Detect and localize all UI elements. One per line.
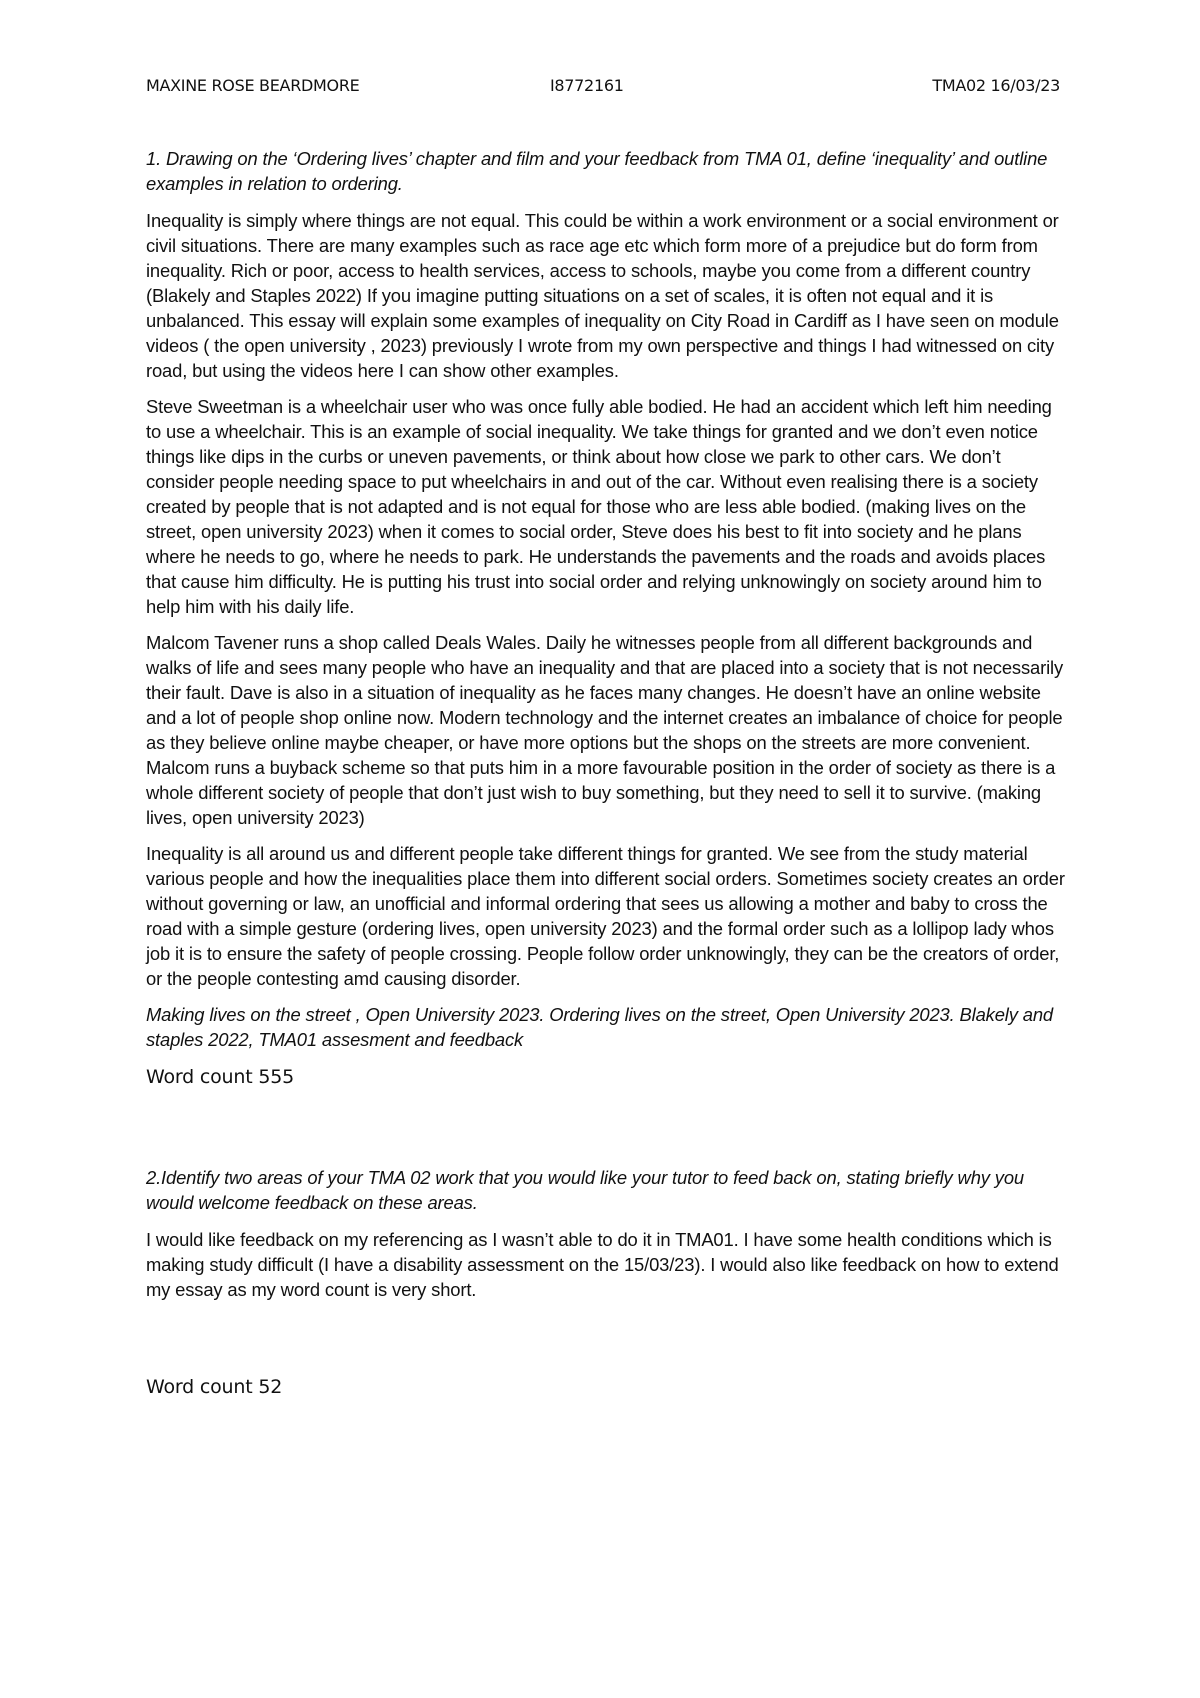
page-header — [146, 76, 1060, 100]
answer-paragraph-2: Steve Sweetman is a wheelchair user who was once fully able bodied. He had an accident which left him needing to use a wheelchair. This is an example of social inequality. We take things for granted and we don’t even notice things like dips in the curbs or uneven pavements, or think about how close we park to other cars. We don’t consider people needing space to put wheelchairs in and out of the car. Without even realising there is a society created by people that is not adapted and is not equal for those who are less able bodied. (making lives on the street, open university 2023) when it comes to social order, Steve does his best to fit into society and he plans where he needs to go, where he needs to park. He understands the pavements and the roads and avoids places that cause him difficulty. He is putting his trust into social order and relying unknowingly on society around him to help him with his daily life. — [146, 396, 1052, 617]
references: Making lives on the street , Open University 2023. Ordering lives on the street, Open University 2023. Blakely and staples 2022, TMA01 assesment and feedback — [146, 1004, 1053, 1050]
question-2: 2.Identify two areas of your TMA 02 work that you would like your tutor to feed back on, stating briefly why you would welcome feedback on these areas. — [146, 1167, 1024, 1213]
answer-2: I would like feedback on my referencing as I wasn’t able to do it in TMA01. I have some health conditions which is making study difficult (I have a disability assessment on the 15/03/23). I would also like feedback on how to extend my essay as my word count is very short. — [146, 1229, 1059, 1300]
word-count-2: Word count 52 — [146, 1376, 283, 1398]
author-name: MAXINE ROSE BEARDMORE — [146, 76, 360, 95]
assignment-ref: TMA02 16/03/23 — [932, 76, 1060, 95]
student-id: I8772161 — [550, 76, 624, 95]
question-1: 1. Drawing on the ‘Ordering lives’ chapter and film and your feedback from TMA 01, define ‘inequality’ and outline examples in relation to ordering. — [146, 148, 1048, 194]
answer-paragraph-3: Malcom Tavener runs a shop called Deals Wales. Daily he witnesses people from all different backgrounds and walks of life and sees many people who have an inequality and that are placed into a society that is not necessarily their fault. Dave is also in a situation of inequality as he faces many changes. He doesn’t have an online website and a lot of people shop online now. Modern technology and the internet creates an imbalance of choice for people as they believe online maybe cheaper, or have more options but the shops on the streets are more convenient. Malcom runs a buyback scheme so that puts him in a more favourable position in the order of society as there is a whole different society of people that don’t just wish to buy something, but they need to sell it to survive. (making lives, open university 2023) — [146, 632, 1063, 828]
answer-paragraph-1: Inequality is simply where things are not equal. This could be within a work environment or a social environment or civil situations. There are many examples such as race age etc which form more of a prejudice but do form from inequality. Rich or poor, access to health services, access to schools, maybe you come from a different country (Blakely and Staples 2022) If you imagine putting situations on a set of scales, it is often not equal and it is unbalanced. This essay will explain some examples of inequality on City Road in Cardiff as I have seen on module videos ( the open university , 2023) previously I wrote from my own perspective and things I had witnessed on city road, but using the videos here I can show other examples. — [146, 210, 1059, 381]
word-count-1: Word count 555 — [146, 1066, 294, 1088]
answer-paragraph-4: Inequality is all around us and different people take different things for granted. We see from the study material various people and how the inequalities place them into different social orders. Sometimes society creates an order without governing or law, an unofficial and informal ordering that sees us allowing a mother and baby to cross the road with a simple gesture (ordering lives, open university 2023) and the formal order such as a lollipop lady whos job it is to ensure the safety of people crossing. People follow order unknowingly, they can be the creators of order, or the people contesting amd causing disorder. — [146, 843, 1065, 989]
document-body — [146, 146, 1066, 1400]
